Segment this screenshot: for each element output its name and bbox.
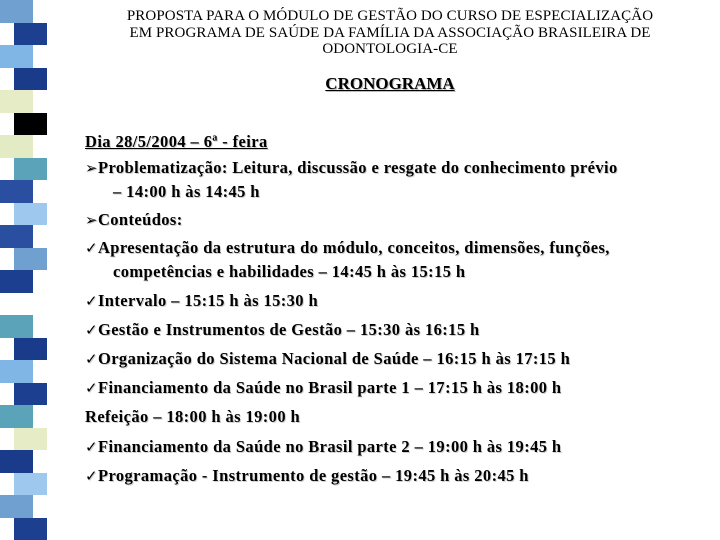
stripe-square (14, 68, 47, 91)
stripe-square (14, 203, 47, 226)
check-bullet-icon: ✓ (85, 292, 98, 310)
stripe-square (0, 405, 33, 428)
stripe-square (0, 180, 33, 203)
list-item-refeicao: Refeição – 18:00 h às 19:00 h (85, 407, 301, 426)
header-line-3: ODONTOLOGIA-CE (322, 41, 458, 57)
list-item-apresentacao: ✓Apresentação da estrutura do módulo, conceitos, dimensões, funções, (85, 238, 610, 257)
stripe-square (0, 0, 33, 23)
list-item-financiamento-1: ✓Financiamento da Saúde no Brasil parte 1 – 17:15 h às 18:00 h (85, 378, 562, 397)
stripe-square (0, 45, 33, 68)
stripe-square (14, 473, 47, 496)
list-item-apresentacao-cont: competências e habilidades – 14:45 h às 15:15 h (113, 262, 466, 281)
header-line-1: PROPOSTA PARA O MÓDULO DE GESTÃO DO CURSO DE ESPECIALIZAÇÃO (126, 8, 654, 24)
check-bullet-icon: ✓ (85, 350, 98, 368)
stripe-square (0, 135, 33, 158)
check-bullet-icon: ✓ (85, 239, 98, 257)
check-bullet-icon: ✓ (85, 438, 98, 456)
stripe-square (14, 248, 47, 271)
check-bullet-icon: ✓ (85, 467, 98, 485)
arrow-bullet-icon: ➢ (85, 211, 98, 229)
decorative-stripe (0, 0, 49, 540)
arrow-bullet-icon: ➢ (85, 159, 98, 177)
stripe-square (14, 158, 47, 181)
stripe-square (14, 293, 47, 316)
check-bullet-icon: ✓ (85, 379, 98, 397)
list-item-programacao: ✓Programação - Instrumento de gestão – 19:45 h às 20:45 h (85, 466, 529, 485)
stripe-square (14, 428, 47, 451)
stripe-square (14, 113, 47, 136)
list-item-conteudos: ➢Conteúdos: (85, 210, 183, 229)
stripe-square (0, 360, 33, 383)
document-header (60, 8, 720, 58)
stripe-square (0, 495, 33, 518)
stripe-square (14, 23, 47, 46)
list-item-organizacao: ✓Organização do Sistema Nacional de Saúde – 16:15 h às 17:15 h (85, 349, 571, 368)
stripe-square (0, 315, 33, 338)
list-item-problematizacao-cont: – 14:00 h às 14:45 h (113, 182, 260, 201)
stripe-square (0, 270, 33, 293)
stripe-square (0, 225, 33, 248)
list-item-intervalo: ✓Intervalo – 15:15 h às 15:30 h (85, 291, 319, 310)
check-bullet-icon: ✓ (85, 321, 98, 339)
stripe-square (14, 338, 47, 361)
list-item-problematizacao: ➢Problematização: Leitura, discussão e resgate do conhecimento prévio (85, 158, 618, 177)
stripe-square (0, 90, 33, 113)
header-line-2: EM PROGRAMA DE SAÚDE DA FAMÍLIA DA ASSOCIAÇÃO BRASILEIRA DE (129, 24, 651, 41)
stripe-square (14, 518, 47, 540)
stripe-square (0, 450, 33, 473)
page-title: CRONOGRAMA (325, 74, 455, 93)
list-item-gestao: ✓Gestão e Instrumentos de Gestão – 15:30 às 16:15 h (85, 320, 480, 339)
list-item-financiamento-2: ✓Financiamento da Saúde no Brasil parte 2 – 19:00 h às 19:45 h (85, 437, 562, 456)
date-line: Dia 28/5/2004 – 6ª - feira (85, 132, 268, 151)
stripe-square (14, 383, 47, 406)
